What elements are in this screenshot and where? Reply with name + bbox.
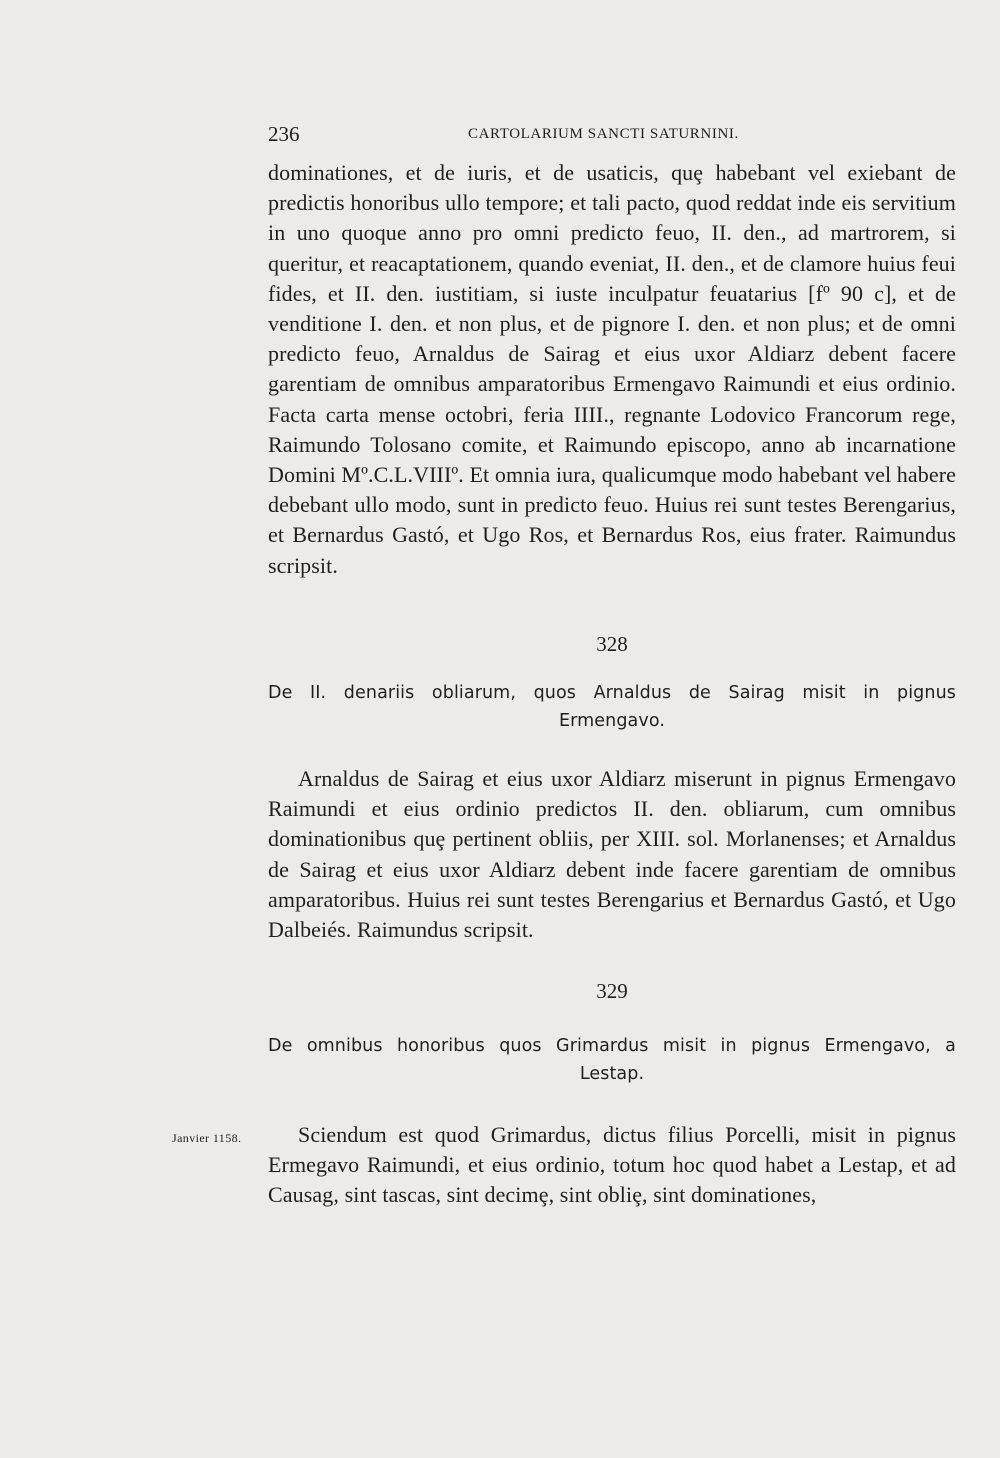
margin-date-note: Janvier 1158. (172, 1131, 242, 1145)
running-title: CARTOLARIUM SANCTI SATURNINI. (468, 126, 739, 142)
charter-rubric-329 (268, 1032, 956, 1088)
charter-rubric-328 (268, 679, 956, 735)
page-number: 236 (268, 122, 300, 146)
rubric-line: Ermengavo. (559, 711, 665, 731)
charter-paragraph: Arnaldus de Sairag et eius uxor Aldiarz miserunt in pignus Ermengavo Raimundi et eius ordinio predictos II. den. obliarum, cum omnibus dominationibus quȩ pertinent obliis, per XIII. sol. Morlanenses; et Arnaldus de Sairag et eius uxor Aldiarz debent inde facere garentiam de omnibus amparatoribus. Huius rei sunt testes Berengarius et Bernardus Gastó, et Ugo Dalbeiés. Raimundus scripsit. (268, 766, 956, 943)
continuation-paragraph (268, 158, 956, 581)
charter-paragraph: Sciendum est quod Grimardus, dictus filius Porcelli, misit in pignus Ermegavo Raimundi, et eius ordinio, totum hoc quod habet a Lestap, et ad Causag, sint tascas, sint decimȩ, sint obliȩ, sint dominationes, (268, 1122, 956, 1208)
continuation-text: dominationes, et de iuris, et de usaticis, quȩ habebant vel exiebant de predictis honoribus ullo tempore; et tali pacto, quod reddat inde eis servitium in uno quoque anno pro omni predicto feuo, II. den., ad martrorem, si queritur, et reacaptationem, quando eveniat, II. den., et de clamore huius feui fides, et II. den. iustitiam, si iuste inculpatur feuatarius [fº 90 c], et de venditione I. den. et non plus, et de pignore I. den. et non plus; et de omni predicto feuo, Arnaldus de Sairag et eius uxor Aldiarz debent facere garentiam de omnibus amparatoribus Ermengavo Raimundi et eius ordinio. Facta carta mense octobri, feria IIII., regnante Lodovico Francorum rege, Raimundo Tolosano comite, et Raimundo episcopo, anno ab incarnatione Domini Mº.C.L.VIIIº. Et omnia iura, qualicumque modo habebant vel habere debebant ullo modo, sunt in predicto feuo. Huius rei sunt testes Berengarius, et Bernardus Gastó, et Ugo Ros, et Bernardus Ros, eius frater. Raimundus scripsit. (268, 160, 956, 578)
rubric-line: Lestap. (579, 1064, 645, 1084)
charter-text-329 (268, 1120, 956, 1211)
charter-number-329: 329 (596, 979, 628, 1003)
rubric-line: De II. denariis obliarum, quos Arnaldus de Sairag misit in pignus (268, 683, 956, 703)
charter-text-328 (268, 764, 956, 945)
page-header (268, 122, 956, 152)
rubric-line: De omnibus honoribus quos Grimardus misit in pignus Ermengavo, a (268, 1036, 956, 1056)
charter-number-328: 328 (596, 632, 628, 656)
